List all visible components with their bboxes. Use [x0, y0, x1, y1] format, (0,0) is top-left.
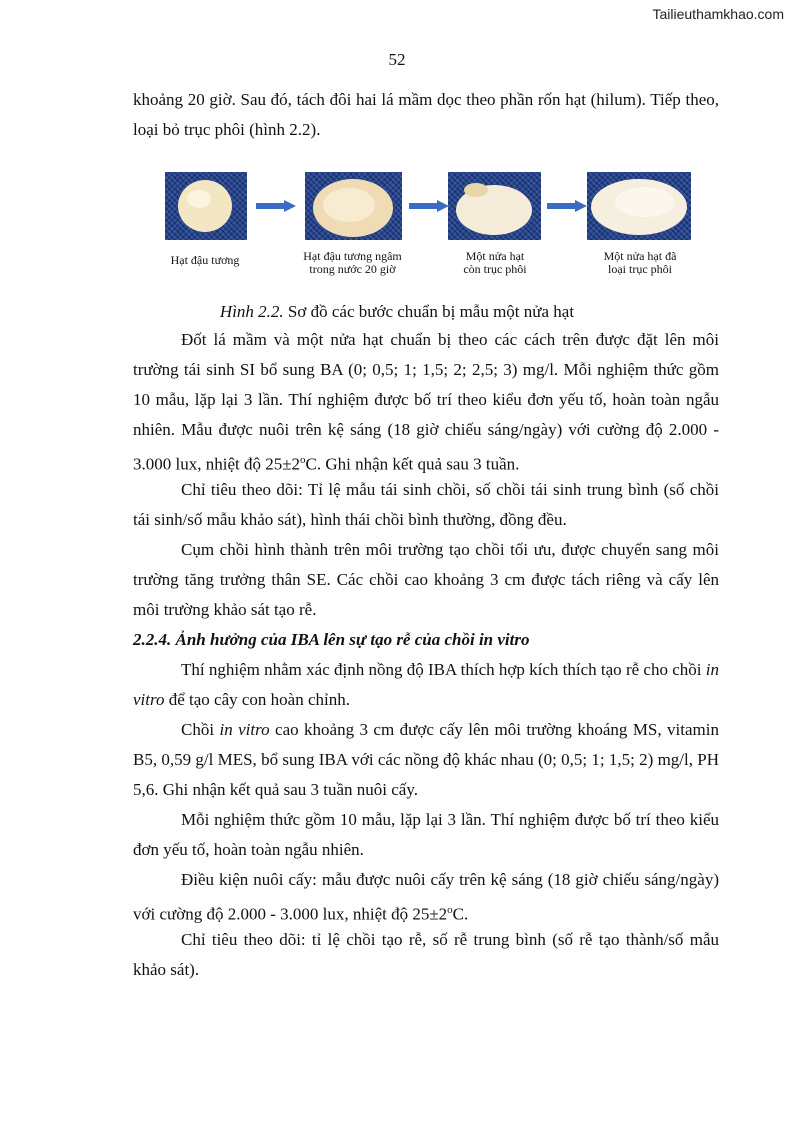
page-number: 52 [388, 50, 406, 69]
caption-prefix: Hình 2.2. [219, 302, 284, 321]
paragraph-6: Mỗi nghiệm thức gồm 10 mẫu, lặp lại 3 lần. Thí nghiệm được bố trí theo kiểu đơn yếu tố, hoàn toàn ngẫu nhiên. [133, 810, 719, 859]
section-heading: 2.2.4. Ảnh hưởng của IBA lên sự tạo rễ của chồi in vitro [133, 630, 530, 649]
paragraph-3: Cụm chồi hình thành trên môi trường tạo chồi tối ưu, được chuyển sang môi trường tăng trưởng thân SE. Các chồi cao khoảng 3 cm được tách riêng và cấy lên môi trường khảo sát tạo rễ. [133, 540, 719, 619]
figure-2-2 [165, 170, 725, 280]
paragraph-7: Điều kiện nuôi cấy: mẫu được nuôi cấy trên kệ sáng (18 giờ chiếu sáng/ngày) với cường độ 2.000 - 3.000 lux, nhiệt độ $25\pm 2^oC$. [133, 870, 719, 924]
step-2-label: Hạt đậu tương ngâm trong nước 20 giờ [303, 249, 402, 276]
paragraph-4: Thí nghiệm nhằm xác định nồng độ IBA thích hợp kích thích tạo rễ cho chồi in vitro để tạo cây con hoàn chỉnh. [133, 660, 719, 709]
arrow-right-icon [256, 200, 296, 212]
arrow-right-icon [409, 200, 449, 212]
arrow-right-icon [547, 200, 587, 212]
paragraph-1: Đốt lá mầm và một nửa hạt chuẩn bị theo các cách trên được đặt lên môi trường tái sinh SI bổ sung BA (0; 0,5; 1; 1,5; 2; 2,5; 3) mg/l. Mỗi nghiệm thức gồm 10 mẫu, lặp lại 3 lần. Thí nghiệm được bố trí theo kiểu đơn yếu tố, hoàn toàn ngẫu nhiên. Mẫu được nuôi trên kệ sáng (18 giờ chiếu sáng/ngày) với cường độ 2.000 - 3.000 lux, nhiệt độ $25\pm 2^oC$. Ghi nhận kết quả sau 3 tuần. [133, 330, 719, 474]
figure-caption [0, 302, 794, 322]
step-1-label: Hạt đậu tương [170, 253, 240, 267]
step-4-label: Một nửa hạt đã loại trục phôi [603, 249, 677, 276]
paragraph-8: Chỉ tiêu theo dõi: tỉ lệ chồi tạo rễ, số rễ trung bình (số rễ tạo thành/số mẫu khảo sát). [133, 930, 719, 979]
watermark: Tailieuthamkhao.com [652, 6, 784, 22]
step-3-label: Một nửa hạt còn trục phôi [463, 249, 527, 276]
soaked-soybean-photo [305, 172, 402, 240]
intro-paragraph: khoảng 20 giờ. Sau đó, tách đôi hai lá mầm dọc theo phần rốn hạt (hilum). Tiếp theo, loại bỏ trục phôi (hình 2.2). [133, 90, 719, 139]
soybean-photo [165, 172, 247, 240]
paragraph-5: Chồi in vitro cao khoảng 3 cm được cấy lên môi trường khoáng MS, vitamin B5, 0,59 g/l MES, bổ sung IBA với các nồng độ khác nhau (0; 0,5; 1; 1,5; 2) mg/l, PH 5,6. Ghi nhận kết quả sau 3 tuần nuôi cấy. [133, 720, 719, 799]
caption-text: Sơ đồ các bước chuẩn bị mẫu một nửa hạt [283, 302, 575, 321]
half-seed-without-axis-photo [587, 172, 691, 240]
paragraph-2: Chỉ tiêu theo dõi: Tỉ lệ mẫu tái sinh chồi, số chồi tái sinh trung bình (số chồi tái sinh/số mẫu khảo sát), hình thái chồi bình thường, đồng đều. [133, 480, 719, 529]
half-seed-with-axis-photo [448, 172, 541, 240]
